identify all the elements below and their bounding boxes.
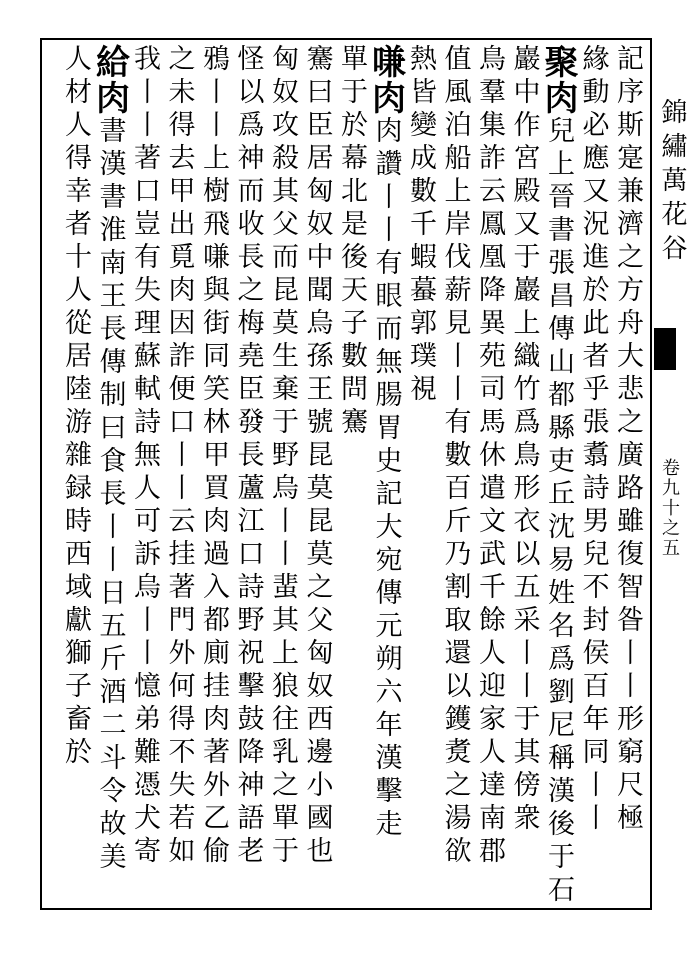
text-column bbox=[196, 44, 231, 906]
text-column bbox=[437, 44, 472, 906]
column-text: 熱皆變成數千蝦蟇郭璞視 bbox=[405, 44, 436, 407]
text-columns bbox=[58, 44, 645, 906]
text-column bbox=[403, 44, 438, 906]
text-column bbox=[575, 44, 610, 906]
text-column bbox=[365, 44, 406, 906]
column-text: 鴉丨丨上樹飛嗛與街同笑林甲買肉過入都廁挂肉著外乙偷 bbox=[198, 44, 229, 869]
text-column bbox=[299, 44, 334, 906]
column-text: 鳥羣集詐云鳳凰降異苑司馬休遣文武千餘人迎家人達南郡 bbox=[474, 44, 505, 869]
column-text: 緣動必應又況進於此者乎張翥詩男兒不封侯百年同丨丨 bbox=[577, 44, 609, 836]
text-column bbox=[610, 44, 645, 906]
column-text: 匈奴攻殺其父而昆莫生棄于野烏丨丨蜚其上狼往乳之單于 bbox=[267, 44, 298, 869]
column-text: 值風泊船上岸伐薪見丨丨有數百斤乃割取還以鑊煑之湯欲 bbox=[439, 44, 471, 869]
column-text: 巖中作宮殿又于巖上織竹爲鳥形衣以五采丨丨于其傍衆 bbox=[508, 44, 540, 836]
column-text: 人材人得幸者十人從居陸游雜録時西域獻獅子畜於 bbox=[60, 44, 91, 770]
entry-heading: 嗛肉 bbox=[365, 44, 406, 116]
column-text: 單于於幕北是後天子數問騫 bbox=[336, 44, 367, 440]
text-column bbox=[161, 44, 196, 906]
text-column bbox=[506, 44, 541, 906]
text-column bbox=[58, 44, 93, 906]
column-text: 肉讚丨丨有眼而無腸胃史記大宛傳元朔六年漢擊走 bbox=[370, 116, 402, 842]
text-column bbox=[538, 44, 578, 908]
book-title: 錦繡萬花谷 bbox=[657, 98, 687, 268]
text-column bbox=[472, 44, 507, 906]
column-text: 我丨丨著口豈有失理蘇軾詩無人可訴烏丨丨憶弟難憑犬寄 bbox=[129, 44, 160, 869]
page-margin-spine bbox=[652, 38, 687, 910]
column-text: 怪以爲神而收長之梅堯臣發長蘆江口詩野祝擊鼓降神語老 bbox=[232, 44, 264, 869]
text-column bbox=[334, 44, 369, 906]
column-text: 書漢書淮南王長傳制曰食長丨丨日五斤酒二斗令故美 bbox=[94, 116, 126, 875]
column-text: 記序斯寔兼濟之方舟大悲之廣路雖復智昝丨丨形窮尺極 bbox=[612, 44, 643, 836]
text-column bbox=[89, 44, 130, 906]
text-column bbox=[230, 44, 265, 906]
column-text: 騫曰臣居匈奴中聞烏孫王號昆莫昆莫之父匈奴西邊小國也 bbox=[301, 44, 333, 869]
fish-tail-block bbox=[654, 328, 676, 370]
text-column bbox=[265, 44, 300, 906]
volume-number: 卷九十之五 bbox=[659, 458, 680, 558]
column-text: 兒上晉書張昌傳山都縣吏丘沈易姓名爲劉尼稱漢後于石 bbox=[543, 116, 574, 908]
text-column bbox=[127, 44, 162, 906]
column-text: 之未得去甲出覓肉因詐便口丨丨云挂著門外何得不失若如 bbox=[163, 44, 195, 869]
entry-heading: 給肉 bbox=[89, 44, 130, 116]
entry-heading: 聚肉 bbox=[538, 44, 578, 116]
